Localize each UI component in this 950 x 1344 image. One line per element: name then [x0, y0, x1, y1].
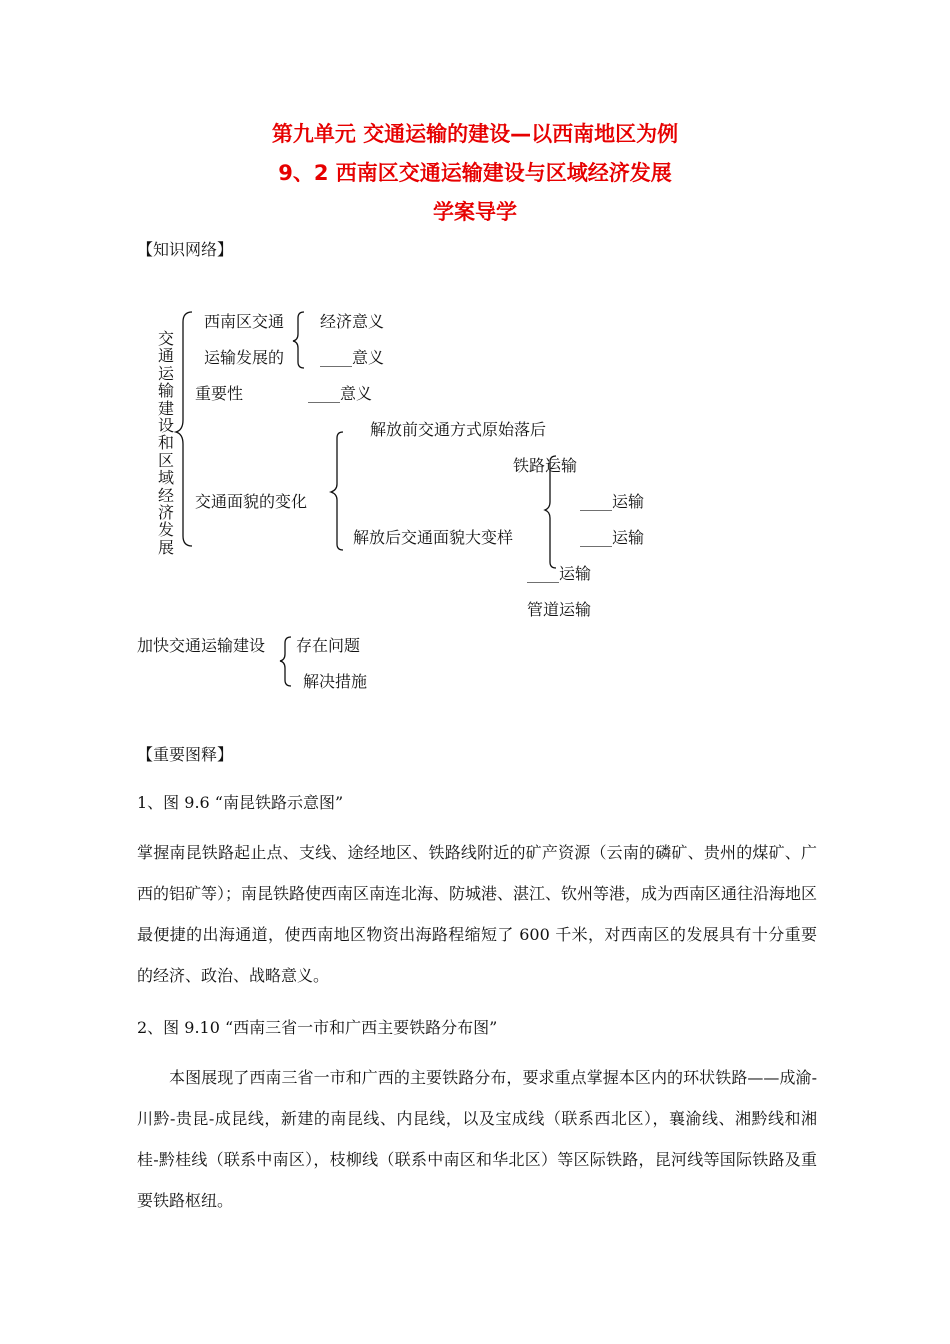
railway-transport: 铁路运输 — [513, 456, 578, 475]
root-vertical-label: 交通运输建设和区域经济发展 — [157, 329, 174, 557]
pipeline-transport: 管道运输 — [527, 600, 592, 619]
figure-1-title: 1、图 9.6 “南昆铁路示意图” — [137, 793, 344, 812]
before-liberation: 解放前交通方式原始落后 — [370, 420, 547, 439]
significance-label-line3: 重要性 — [195, 384, 244, 403]
change-label: 交通面貌的变化 — [195, 492, 308, 511]
subtitle: 学案导学 — [433, 200, 517, 224]
significance-blank-1: ____意义 — [320, 348, 385, 367]
root-brace — [176, 312, 192, 546]
construction-brace — [280, 637, 291, 686]
change-brace — [331, 432, 343, 550]
significance-blank-2: ____意义 — [308, 384, 373, 403]
after-liberation: 解放后交通面貌大变样 — [353, 528, 514, 547]
section-title: 9、2 西南区交通运输建设与区域经济发展 — [278, 161, 672, 185]
transport-blank-3: ____运输 — [527, 564, 592, 583]
economic-significance: 经济意义 — [320, 312, 385, 331]
transport-blank-1: ____运输 — [580, 492, 645, 511]
existing-problems: 存在问题 — [296, 636, 361, 655]
figures-heading: 【重要图释】 — [137, 745, 234, 764]
figure-2-paragraph: 本图展现了西南三省一市和广西的主要铁路分布，要求重点掌握本区内的环状铁路——成渝-川黔-贵昆-成昆线，新建的南昆线、内昆线，以及宝成线（联系西北区），襄渝线、湘黔线和湘桂-黔桂线（联系中南区），枝柳线（联系中南区和华北区）等区际铁路，昆河线等国际铁路及重要铁路枢纽。 — [137, 1068, 817, 1210]
construction-label: 加快交通运输建设 — [137, 636, 266, 655]
solutions: 解决措施 — [303, 672, 368, 691]
significance-brace — [293, 312, 304, 368]
unit-title: 第九单元 交通运输的建设—以西南地区为例 — [271, 122, 679, 146]
transport-blank-2: ____运输 — [580, 528, 645, 547]
significance-label-line1: 西南区交通 — [204, 312, 285, 331]
figure-2-title: 2、图 9.10 “西南三省一市和广西主要铁路分布图” — [137, 1018, 498, 1037]
figure-1-paragraph: 掌握南昆铁路起止点、支线、途经地区、铁路线附近的矿产资源（云南的磷矿、贵州的煤矿、广西的铝矿等）；南昆铁路使西南区南连北海、防城港、湛江、钦州等港，成为西南区通往沿海地区最便捷的出海通道，使西南地区物资出海路程缩短了 600 千米，对西南区的发展具有十分重要的经济、政治、战略意义。 — [137, 843, 818, 985]
knowledge-network-heading: 【知识网络】 — [137, 240, 234, 259]
significance-label-line2: 运输发展的 — [204, 348, 285, 367]
